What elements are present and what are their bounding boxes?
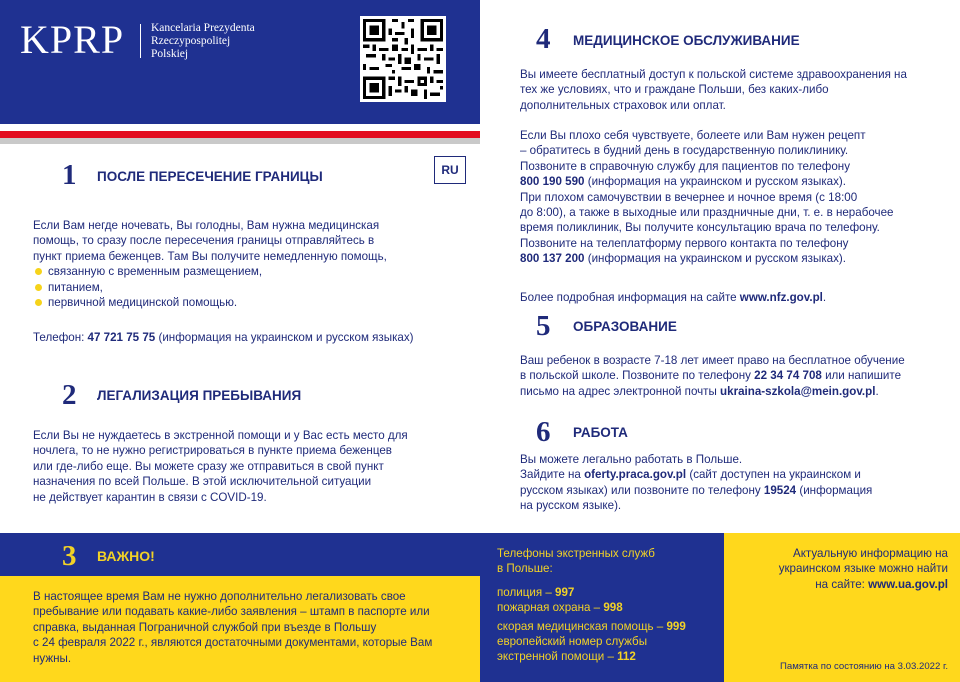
flag-stripe-gray xyxy=(0,138,480,144)
org-line-1: Kancelaria Prezydenta xyxy=(151,22,255,34)
s2-line: ночлега, то не нужно регистрироваться в пункте приема беженцев xyxy=(33,444,392,458)
bullet-dot-icon xyxy=(35,299,42,306)
phone-number[interactable]: 19524 xyxy=(763,483,797,497)
section-5-title: ОБРАЗОВАНИЕ xyxy=(573,319,677,334)
phone-number[interactable]: 997 xyxy=(555,585,575,599)
bullet-dot-icon xyxy=(35,284,42,291)
emergency-numbers: Телефоны экстренных служб в Польше: полиция – 997 пожарная охрана – 998 скорая медицинская помощь – 999 европейский номер службы экстренной помощи – 112 xyxy=(497,546,717,665)
nfz-link[interactable]: www.nfz.gov.pl xyxy=(739,291,823,304)
emergency-title: в Польше: xyxy=(497,562,553,576)
ua-gov-link[interactable]: www.ua.gov.pl xyxy=(868,577,948,591)
issue-date-note: Памятка по состоянию на 3.03.2022 г. xyxy=(779,661,948,672)
s1-line: помощь, то сразу после пересечения границы отправляйтесь в xyxy=(33,234,375,248)
org-line-3: Polskiej xyxy=(151,48,189,60)
section-4-body-2: Если Вы плохо себя чувствуете, болеете или Вам нужен рецепт – обратитесь в будний день в государственную поликлинику. Позвоните в справочную службу для пациентов по телефону 800 190 590 (информация на украинском и русском языках). При плохом самочувствии в вечернее и ночное время (с 18:00 до 8:00), а также в выходные или праздничные дни, т. е. в нерабочее время поликлиник, Вы получите консультацию врача по телефону. Позвоните на телеплатформу первого контакта по телефону 800 137 200 (информация на украинском и русском языках). xyxy=(520,129,894,266)
section-1-number: 1 xyxy=(62,159,77,191)
section-5-body: Ваш ребенок в возрасте 7-18 лет имеет право на бесплатное обучение в польской школе. Позвоните по телефону 22 34 74 708 или напишите письмо на адрес электронной почты ukraina-szkola@mein.gov.pl. xyxy=(520,354,905,398)
email-link[interactable]: ukraina-szkola@mein.gov.pl xyxy=(720,384,876,398)
section-1-title: ПОСЛЕ ПЕРЕСЕЧЕНИЕ ГРАНИЦЫ xyxy=(97,169,323,184)
s2-line: Если Вы не нуждаетесь в экстренной помощи и у Вас есть место для xyxy=(33,429,408,442)
kprp-logo: KPRP xyxy=(20,17,125,62)
section-6-number: 6 xyxy=(536,416,551,448)
phone-number[interactable]: 998 xyxy=(603,601,623,615)
bullet-item: связанную с временным размещением, xyxy=(33,264,473,279)
qr-code-icon[interactable] xyxy=(360,16,446,102)
section-3-body: В настоящее время Вам не нужно дополнительно легализовать свое пребывание или подавать какие-либо заявления – штамп в паспорте или справка, выданная Пограничной службой при въезде в Польшу с 24 февраля 2022 г., являются достаточными документами, которые Вам нужны. xyxy=(33,590,433,665)
section-4-more-info: Более подробная информация на сайте www.nfz.gov.pl. xyxy=(520,291,827,304)
section-3-number: 3 xyxy=(62,540,77,572)
section-1-phone: Телефон: 47 721 75 75 (информация на украинском и русском языках) xyxy=(33,331,414,344)
emergency-eu: экстренной помощи – 112 xyxy=(497,650,636,664)
section-6-body: Вы можете легально работать в Польше. Зайдите на oferty.praca.gov.pl (сайт доступен на украинском и русском языках) или позвоните по телефону 19524 (информация на русском языке). xyxy=(520,453,873,513)
emergency-fire: пожарная охрана – 998 xyxy=(497,601,623,615)
emergency-title: Телефоны экстренных служб xyxy=(497,547,655,560)
info-text: Актуальную информацию на украинском языке можно найти на сайте: www.ua.gov.pl xyxy=(778,547,948,591)
language-badge: RU xyxy=(434,156,466,184)
phone-number[interactable]: 800 137 200 xyxy=(520,252,585,266)
logo-divider xyxy=(140,24,141,58)
emergency-ambulance: скорая медицинская помощь – 999 xyxy=(497,619,686,633)
section-2-number: 2 xyxy=(62,379,77,411)
section-1-body xyxy=(33,218,473,310)
phone-number[interactable]: 47 721 75 75 xyxy=(87,331,156,344)
section-4-title: МЕДИЦИНСКОЕ ОБСЛУЖИВАНИЕ xyxy=(573,33,800,48)
phone-number[interactable]: 112 xyxy=(617,650,636,664)
s1-line: пункт приема беженцев. Там Вы получите немедленную помощь, xyxy=(33,249,387,263)
section-3-title: ВАЖНО! xyxy=(97,548,155,564)
s2-line: назначения по всей Польше. В этой исключительной ситуации xyxy=(33,475,372,489)
emergency-police: полиция – 997 xyxy=(497,585,575,599)
bullet-item: питанием, xyxy=(33,280,473,295)
org-line-2: Rzeczypospolitej xyxy=(151,35,231,47)
s2-line: не действует карантин в связи с COVID-19. xyxy=(33,490,267,504)
flag-stripe-red xyxy=(0,131,480,138)
s1-line: Если Вам негде ночевать, Вы голодны, Вам нужна медицинская xyxy=(33,219,380,232)
section-6-title: РАБОТА xyxy=(573,425,628,440)
section-2-title: ЛЕГАЛИЗАЦИЯ ПРЕБЫВАНИЯ xyxy=(97,388,302,403)
bullet-item: первичной медицинской помощью. xyxy=(33,295,473,310)
s2-line: или где-либо еще. Вы можете сразу же отправиться в свой пункт xyxy=(33,459,384,473)
section-2-body xyxy=(33,428,473,505)
bullet-dot-icon xyxy=(35,268,42,275)
phone-number[interactable]: 999 xyxy=(666,619,686,633)
section-4-number: 4 xyxy=(536,23,551,55)
section-4-body: Вы имеете бесплатный доступ к польской системе здравоохранения на тех же условиях, что и граждане Польши, без каких-либо дополнительных страховок или оплат. xyxy=(520,68,907,112)
phone-number[interactable]: 22 34 74 708 xyxy=(754,369,822,383)
organization-name xyxy=(151,22,255,61)
jobs-link[interactable]: oferty.praca.gov.pl xyxy=(584,468,687,482)
phone-number[interactable]: 800 190 590 xyxy=(520,175,585,189)
section-5-number: 5 xyxy=(536,310,551,342)
